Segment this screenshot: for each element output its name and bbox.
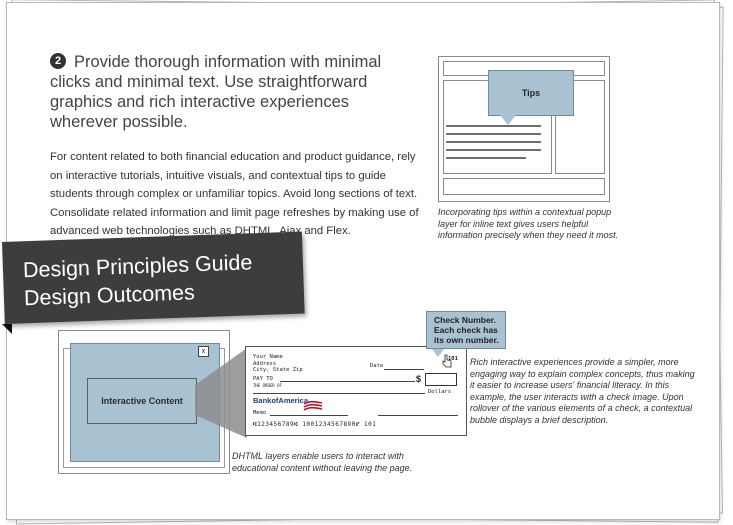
caption-line: example, the user interacts with a check image. Upon xyxy=(470,391,684,402)
check-dollars-label: Dollars xyxy=(428,389,452,395)
check-signature-line xyxy=(378,415,458,416)
caption-line: bubble displays a brief description. xyxy=(470,414,609,425)
hand-cursor-icon xyxy=(442,354,452,368)
section-number-badge: 2 xyxy=(50,53,66,69)
caption-line: Incorporating tips within a contextual popup xyxy=(438,207,612,217)
caption-line: layer for inline text gives users helpful xyxy=(438,218,589,229)
caption-line: Rich interactive experiences provide a simpler, more xyxy=(470,357,679,367)
check-micr-line[interactable]: ⑆123456789⑆ 1001234567890⑈ 101 xyxy=(253,421,377,428)
check-amount-box[interactable] xyxy=(425,373,457,386)
check-number-bubble xyxy=(426,311,506,349)
zoom-connector-wedge xyxy=(195,348,247,438)
caption-line: information precisely when they need it most. xyxy=(438,230,619,240)
banner-subtitle: Design Outcomes xyxy=(23,280,196,311)
check-memo-label: Memo xyxy=(253,410,267,416)
check-number-bubble-text: Check Number. Each check has its own number. xyxy=(434,315,499,345)
caption-line: rollover of the various elements of a check, a contextual xyxy=(470,403,693,413)
interactive-content-label: Interactive Content xyxy=(101,396,183,406)
caption-line: DHTML layers enable users to interact with xyxy=(232,451,404,461)
dhtml-caption xyxy=(232,451,442,474)
check-memo-line xyxy=(270,415,348,416)
check-order-of: THE ORDER OF xyxy=(253,382,282,388)
caption-line: it easier to increase users' financial literacy. In this xyxy=(470,380,670,390)
check-dollars-line xyxy=(253,393,425,394)
check-dollar-sign: $ xyxy=(416,374,422,384)
banner-title: Design Principles Guide xyxy=(22,250,253,283)
tips-label: Tips xyxy=(521,88,541,98)
check-date-label: Date xyxy=(370,363,384,369)
section-body-text: For content related to both financial education and product guidance, rely on interactive tutorials, intuitive visuals, and contextual tips to guide students through complex or unfamiliar topics. Avoid long sections of text. Consolidate related information and limit page refreshes by making use of advanced web technologies such as DHTML, Ajax and Flex. xyxy=(50,151,419,237)
title-banner xyxy=(2,232,305,324)
check-caption xyxy=(470,357,700,426)
check-pay-to-label xyxy=(253,376,282,389)
check-payee-line xyxy=(280,381,415,382)
check-pay-to: PAY TO xyxy=(253,376,273,382)
bank-flag-icon xyxy=(302,400,324,412)
check-number[interactable]: 101 xyxy=(448,356,458,362)
check-bank-name[interactable]: BankofAmerica xyxy=(253,396,309,405)
section-heading: Provide thorough information with minimal clicks and minimal text. Use straightforward graphics and rich interactive experiences wherever possible. xyxy=(50,53,382,131)
check-date-line xyxy=(384,369,424,370)
close-layer-button[interactable]: x xyxy=(198,346,209,357)
caption-line: engaging way to explain complex concepts, thus making xyxy=(470,368,695,379)
check-name-line: Address xyxy=(253,360,277,367)
check-account-holder xyxy=(253,354,303,374)
banner-fold xyxy=(2,324,12,334)
check-name-line: Your Name xyxy=(253,354,283,360)
check-name-line: City, State Zip xyxy=(253,367,303,373)
caption-line: educational content without leaving the page. xyxy=(232,462,413,473)
